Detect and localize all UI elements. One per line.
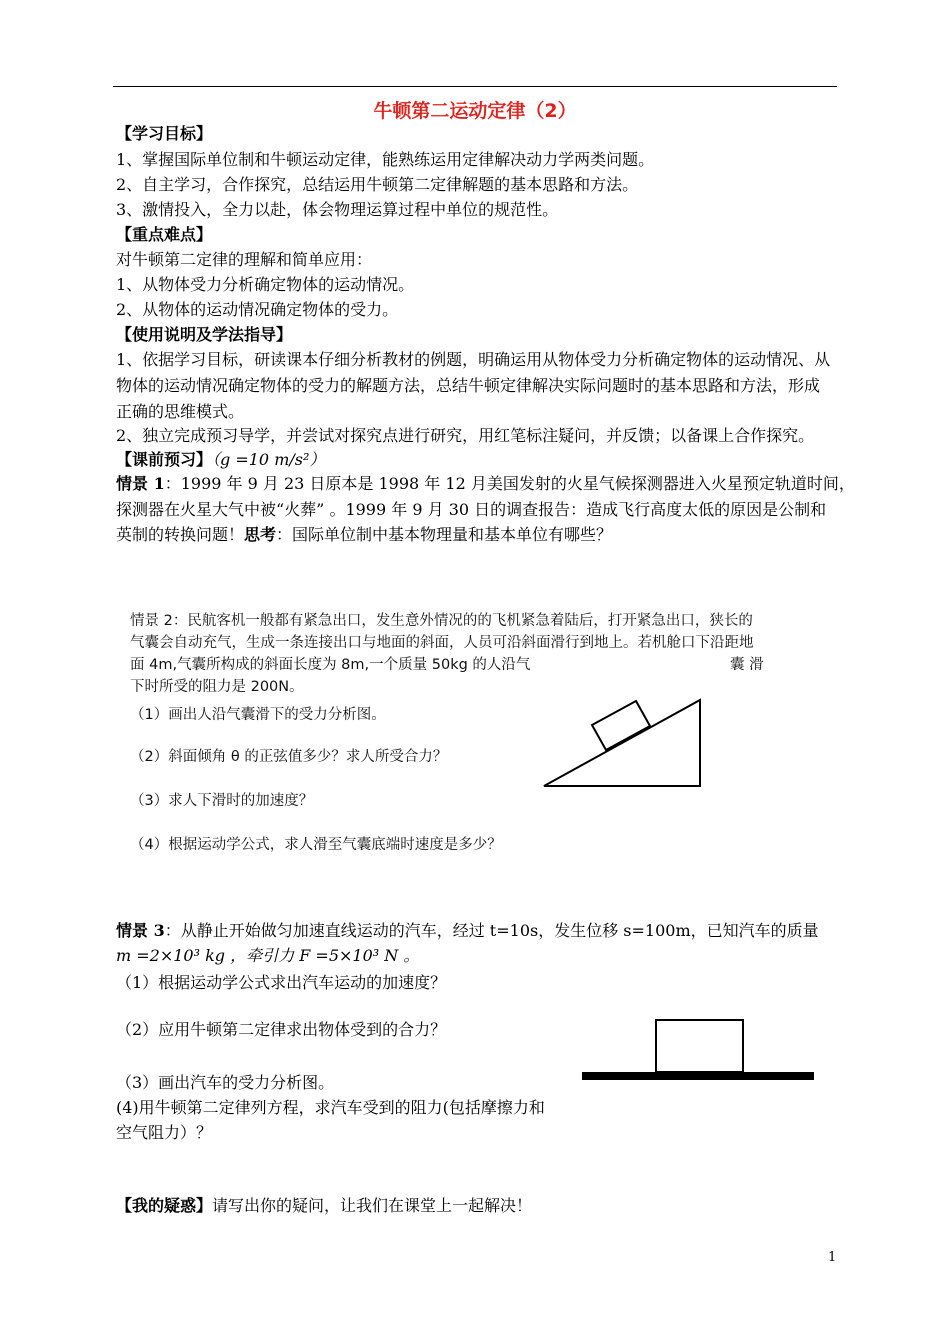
page-title: 牛顿第二运动定律（2） <box>373 100 577 122</box>
scene2-line-4: 下时所受的阻力是 200N。 <box>130 679 304 695</box>
scene2-line-2: 气囊会自动充气，生成一条连接出口与地面的斜面，人员可沿斜面滑行到地上。若机舱口下沿距地 <box>130 635 754 651</box>
goal-item-1: 1、掌握国际单位制和牛顿运动定律，能熟练运用定律解决动力学两类问题。 <box>116 150 655 169</box>
scene3-question-2: （2）应用牛顿第二定律求出物体受到的合力？ <box>116 1020 447 1039</box>
key-points-intro: 对牛顿第二定律的理解和简单应用： <box>116 250 373 269</box>
scene3-text-1: ：从静止开始做匀加速直线运动的汽车，经过 t=10s，发生位移 s=100m，已知汽车的质量 <box>164 921 819 940</box>
key-points-heading: 【重点难点】 <box>116 225 213 244</box>
scene3-line-2: m =2×10³ kg ，牵引力 F =5×10³ N 。 <box>116 946 420 965</box>
incline-diagram <box>540 695 710 790</box>
instructions-line-3: 正确的思维模式。 <box>116 402 245 421</box>
car-box <box>656 1020 743 1072</box>
goal-item-2: 2、自主学习，合作探究，总结运用牛顿第二定律解题的基本思路和方法。 <box>116 175 639 194</box>
scene1-label: 情景 1 <box>116 474 165 493</box>
scene1-text-3: 英制的转换问题！ <box>116 525 245 544</box>
scene2-question-4: （4）根据运动学公式，求人滑至气囊底端时速度是多少？ <box>130 837 502 853</box>
doubts-text: 请写出你的疑问，让我们在课堂上一起解决！ <box>212 1196 533 1215</box>
scene3-question-1: （1）根据运动学公式求出汽车运动的加速度？ <box>116 973 447 992</box>
car-diagram <box>580 1018 816 1084</box>
scene2-question-3: （3）求人下滑时的加速度？ <box>130 793 314 809</box>
instructions-line-1: 1、依据学习目标，研读课本仔细分析教材的例题，明确运用从物体受力分析确定物体的运动情况、从 <box>116 350 831 369</box>
scene3-question-3: （3）画出汽车的受力分析图。 <box>116 1073 335 1092</box>
preview-row <box>116 450 325 470</box>
g-note: （g =10 m/s²） <box>212 450 326 469</box>
scene3-label: 情景 3 <box>116 921 165 940</box>
scene3-line-1 <box>116 921 819 941</box>
scene1-line-2: 探测器在火星大气中被“火葬” 。1999 年 9 月 30 日的调查报告：造成飞行高度太低的原因是公制和 <box>116 500 827 519</box>
scene1-line-3 <box>116 525 612 545</box>
scene3-question-4-line-1: (4)用牛顿第二定律列方程，求汽车受到的阻力(包括摩擦力和 <box>116 1098 545 1117</box>
doubts-row <box>116 1196 532 1216</box>
key-point-1: 1、从物体受力分析确定物体的运动情况。 <box>116 275 415 294</box>
think-label: 思考 <box>244 525 277 544</box>
scene2-line-3: 面 4m,气囊所构成的斜面长度为 8m,一个质量 50kg 的人沿气 <box>130 657 531 673</box>
ground-line <box>582 1072 814 1080</box>
scene1-line-1 <box>116 474 855 494</box>
instructions-para-2: 2、独立完成预习导学，并尝试对探究点进行研究，用红笔标注疑问，并反馈；以备课上合作探究。 <box>116 426 815 445</box>
page-number: 1 <box>828 1250 837 1265</box>
top-rule <box>113 86 837 87</box>
preview-heading: 【课前预习】 <box>116 450 213 469</box>
scene1-text-1: ：1999 年 9 月 23 日原本是 1998 年 12 月美国发射的火星气候探测器进入火星预定轨道时间， <box>164 474 855 493</box>
scene2-line-1: 情景 2：民航客机一般都有紧急出口，发生意外情况的的飞机紧急着陆后，打开紧急出口，狭长的 <box>130 613 753 629</box>
instructions-line-2: 物体的运动情况确定物体的受力的解题方法，总结牛顿定律解决实际问题时的基本思路和方法，形成 <box>116 376 821 395</box>
goal-item-3: 3、激情投入，全力以赴，体会物理运算过程中单位的规范性。 <box>116 200 559 219</box>
scene2-question-2: （2）斜面倾角 θ 的正弦值多少？求人所受合力？ <box>130 749 448 765</box>
scene3-question-4-line-2: 空气阻力）？ <box>116 1123 213 1142</box>
goals-heading: 【学习目标】 <box>116 124 213 143</box>
sliding-block <box>592 701 650 750</box>
scene2-line-3-tail: 囊 滑 <box>730 657 764 673</box>
doubts-heading: 【我的疑惑】 <box>116 1196 213 1215</box>
think-text: ：国际单位制中基本物理量和基本单位有哪些？ <box>276 525 613 544</box>
instructions-heading: 【使用说明及学法指导】 <box>116 325 293 344</box>
key-point-2: 2、从物体的运动情况确定物体的受力。 <box>116 300 399 319</box>
scene2-question-1: （1）画出人沿气囊滑下的受力分析图。 <box>130 707 386 723</box>
